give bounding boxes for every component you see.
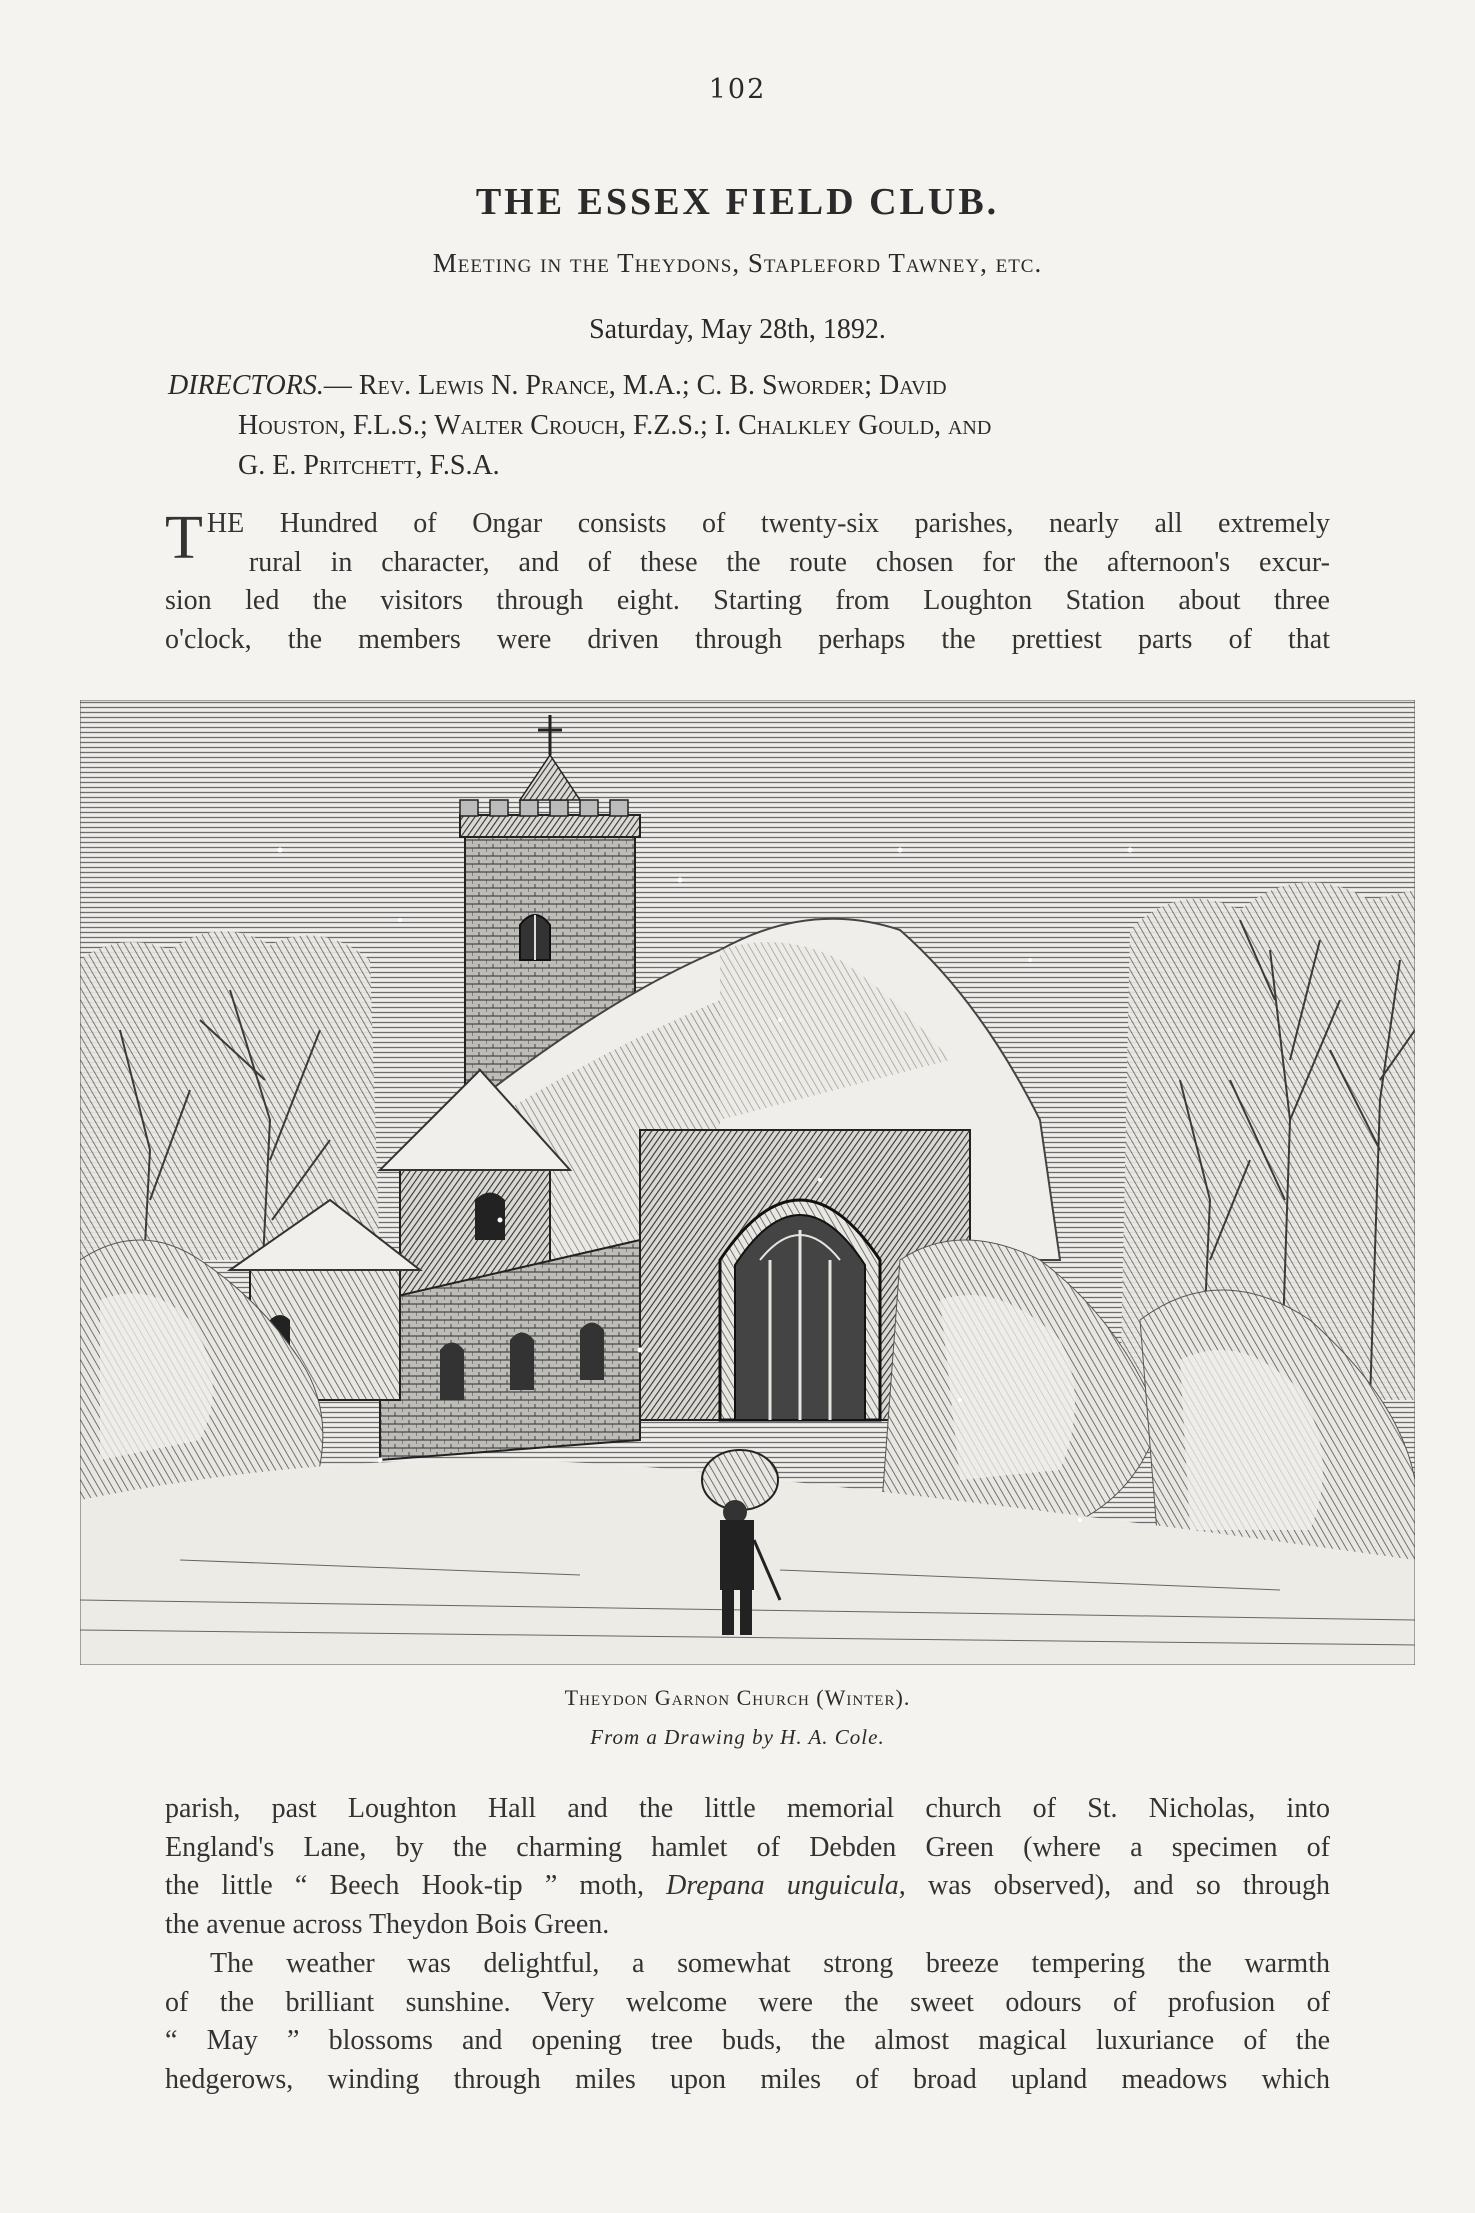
moth-text-after: was observed), and so through xyxy=(905,1870,1330,1901)
directors-line-3: G. E. Pritchett, F.S.A. xyxy=(238,450,500,481)
directors-names-1: — Rev. Lewis N. Prance, M.A.; C. B. Sworder; David xyxy=(323,370,947,401)
paragraph-line: “ May ” blossoms and opening tree buds, the almost magical luxuriance of the xyxy=(165,2025,1330,2056)
paragraph-line: HE Hundred of Ongar consists of twenty-six parishes, nearly all extremely xyxy=(206,508,1330,539)
page-number: 102 xyxy=(708,74,767,105)
moth-text-before: the little “ Beech Hook-tip ” moth, xyxy=(165,1870,667,1901)
paragraph-line xyxy=(165,1867,1330,1906)
paragraph-route xyxy=(165,1790,1330,1944)
directors-label: DIRECTORS. xyxy=(168,370,324,401)
paragraph-line: sion led the visitors through eight. Starting from Loughton Station about three xyxy=(165,585,1330,616)
paragraph-line: England's Lane, by the charming hamlet of Debden Green (where a specimen of xyxy=(165,1831,1330,1863)
paragraph-line: parish, past Loughton Hall and the little memorial church of St. Nicholas, into xyxy=(165,1793,1330,1824)
paragraph-line: hedgerows, winding through miles upon miles of broad upland meadows which xyxy=(165,2063,1330,2095)
meeting-title: Meeting in the Theydons, Stapleford Tawney, etc. xyxy=(432,248,1043,278)
church-engraving xyxy=(80,700,1415,1665)
club-title: THE ESSEX FIELD CLUB. xyxy=(475,181,1000,223)
moth-species-name: Drepana unguicula, xyxy=(666,1870,906,1901)
directors-line-1 xyxy=(168,366,1333,406)
paragraph-line: The weather was delightful, a somewhat strong breeze tempering the warmth xyxy=(210,1948,1330,1979)
paragraph-line: rural in character, and of these the route chosen for the afternoon's excur- xyxy=(248,546,1330,578)
paragraph-line: o'clock, the members were driven through perhaps the prettiest parts of that xyxy=(165,623,1330,655)
paragraph-weather xyxy=(165,1945,1330,2099)
paragraph-intro xyxy=(165,505,1330,659)
illustration-caption-credit: From a Drawing by H. A. Cole. xyxy=(590,1725,885,1749)
paragraph-line: of the brilliant sunshine. Very welcome were the sweet odours of profusion of xyxy=(165,1986,1330,2018)
drop-cap: T xyxy=(165,504,203,572)
meeting-date: Saturday, May 28th, 1892. xyxy=(589,314,886,345)
paragraph-line: the avenue across Theydon Bois Green. xyxy=(165,1908,610,1940)
directors-block xyxy=(168,366,1333,486)
directors-line-2: Houston, F.L.S.; Walter Crouch, F.Z.S.; I. Chalkley Gould, and xyxy=(238,410,992,441)
illustration-caption-title: Theydon Garnon Church (Winter). xyxy=(564,1685,911,1710)
